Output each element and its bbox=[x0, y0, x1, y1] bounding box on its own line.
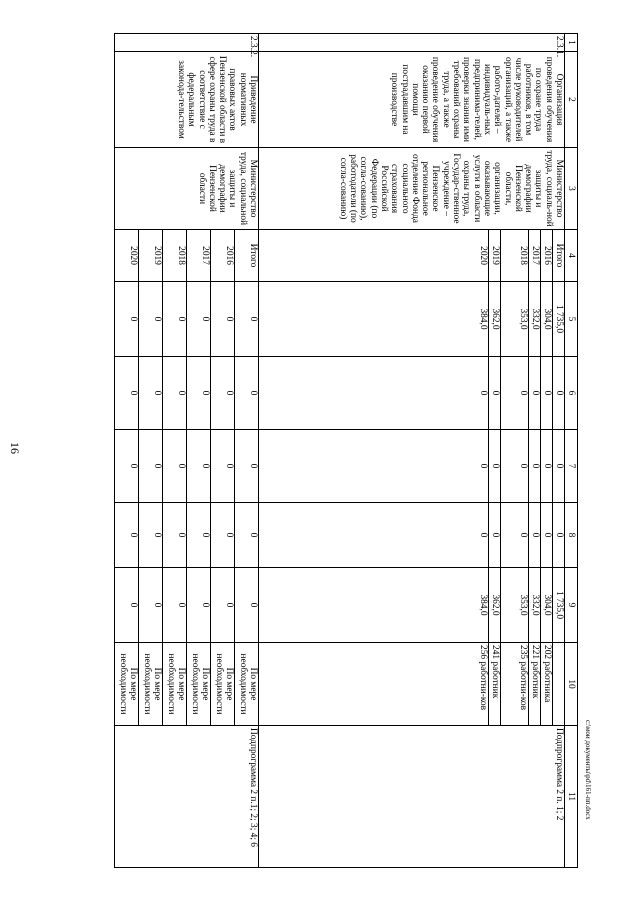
value-cell: 362,0 bbox=[489, 568, 501, 643]
page-number: 16 bbox=[8, 442, 22, 454]
value-cell: 0 bbox=[529, 357, 541, 430]
year-cell: 2019 bbox=[489, 230, 501, 282]
value-cell: 1 735,0 bbox=[553, 568, 565, 643]
value-cell: 0 bbox=[489, 430, 501, 503]
value-cell: 0 bbox=[553, 357, 565, 430]
year-cell: 2017 bbox=[529, 230, 541, 282]
executor-text: Министерство труда, социальной защиты и демографии Пензенской области bbox=[115, 148, 259, 230]
value-cell: 0 bbox=[163, 357, 187, 430]
value-cell: 332,0 bbox=[529, 282, 541, 357]
year-cell: 2018 bbox=[163, 230, 187, 282]
executor-text: Министерство труда, социаль-ной защиты и демографии Пензенской области, организации, оказывающие услуги в области охраны труда, Государ-ственное учреждение – Пензенское региональное отделение Фонда социального страхования Российской Федерации (по согла-сованию), работодатели (по согла-сованию) bbox=[259, 148, 565, 230]
activity-text: Организация проведения обучения по охране труда работников, в том числе руководителей организаций, а также работо-дателей – индивидуаль-ных предпринима-телей, проверки знания ими требований охраны труда, а также проведение обучения оказанию первой помощи пострадавшим на производстве bbox=[259, 52, 565, 148]
value-cell: 0 bbox=[259, 503, 489, 568]
value-cell: 304,0 bbox=[541, 568, 553, 643]
value-cell: 0 bbox=[211, 568, 235, 643]
value-cell: 0 bbox=[259, 430, 489, 503]
item-number: 2.3.1. bbox=[259, 34, 565, 52]
header-col-5: 5 bbox=[565, 282, 578, 357]
header-col-11: 11 bbox=[565, 726, 578, 868]
value-cell: 0 bbox=[211, 503, 235, 568]
value-cell: 0 bbox=[187, 503, 211, 568]
indicator-cell: 202 работника bbox=[541, 643, 553, 726]
value-cell: 0 bbox=[139, 568, 163, 643]
value-cell: 353,0 bbox=[501, 568, 529, 643]
indicator-cell: 241 работник bbox=[489, 643, 501, 726]
value-cell: 0 bbox=[235, 430, 259, 503]
value-cell: 0 bbox=[553, 503, 565, 568]
year-cell: 2018 bbox=[501, 230, 529, 282]
value-cell: 362,0 bbox=[489, 282, 501, 357]
value-cell: 384,0 bbox=[259, 568, 489, 643]
year-cell: 2019 bbox=[139, 230, 163, 282]
value-cell: 0 bbox=[541, 357, 553, 430]
value-cell: 0 bbox=[235, 357, 259, 430]
indicator-cell: 256 работни-ков bbox=[259, 643, 489, 726]
activity-text: Приведение нормативных правовых актов Пензенской области в сфере охраны труда в соответствие с федеральным законода-тельством bbox=[115, 52, 259, 148]
value-cell: 0 bbox=[139, 282, 163, 357]
value-cell: 0 bbox=[489, 503, 501, 568]
value-cell: 0 bbox=[187, 357, 211, 430]
indicator-cell: По мере необходимости bbox=[139, 643, 163, 726]
value-cell: 0 bbox=[163, 430, 187, 503]
value-cell: 0 bbox=[211, 282, 235, 357]
value-cell: 0 bbox=[529, 503, 541, 568]
indicator-cell: По мере необходимости bbox=[163, 643, 187, 726]
indicator-cell: По мере необходимости bbox=[211, 643, 235, 726]
header-col-6: 6 bbox=[565, 357, 578, 430]
value-cell: 353,0 bbox=[501, 282, 529, 357]
rotated-table-sheet bbox=[38, 33, 578, 867]
value-cell: 0 bbox=[211, 357, 235, 430]
indicator-cell: По мере необходимости bbox=[115, 643, 139, 726]
value-cell: 0 bbox=[187, 282, 211, 357]
value-cell: 0 bbox=[115, 503, 139, 568]
header-col-3: 3 bbox=[565, 148, 578, 230]
header-col-7: 7 bbox=[565, 430, 578, 503]
value-cell: 0 bbox=[259, 357, 489, 430]
header-col-1: 1 bbox=[565, 34, 578, 52]
year-cell: 2020 bbox=[115, 230, 139, 282]
value-cell: 0 bbox=[163, 503, 187, 568]
value-cell: 0 bbox=[115, 430, 139, 503]
header-col-4: 4 bbox=[565, 230, 578, 282]
table-row bbox=[553, 34, 565, 868]
year-cell: Итого bbox=[235, 230, 259, 282]
value-cell: 304,0 bbox=[541, 282, 553, 357]
indicator-cell: 221 работник bbox=[529, 643, 541, 726]
value-cell: 0 bbox=[553, 430, 565, 503]
value-cell: 0 bbox=[489, 357, 501, 430]
value-cell: 0 bbox=[163, 282, 187, 357]
value-cell: 0 bbox=[115, 357, 139, 430]
header-col-10: 10 bbox=[565, 643, 578, 726]
value-cell: 0 bbox=[187, 568, 211, 643]
value-cell: 0 bbox=[211, 430, 235, 503]
indicator-cell: 235 работни-ков bbox=[501, 643, 529, 726]
value-cell: 0 bbox=[501, 430, 529, 503]
value-cell: 0 bbox=[163, 568, 187, 643]
value-cell: 0 bbox=[235, 503, 259, 568]
header-col-9: 9 bbox=[565, 568, 578, 643]
value-cell: 0 bbox=[501, 503, 529, 568]
item-number: 2.3.2. bbox=[115, 34, 259, 52]
program-ref: Подпрограмма 2 п. 1; 2 bbox=[259, 726, 565, 868]
value-cell: 0 bbox=[541, 430, 553, 503]
header-col-8: 8 bbox=[565, 503, 578, 568]
activities-table bbox=[114, 33, 578, 868]
value-cell: 0 bbox=[235, 282, 259, 357]
value-cell: 384,0 bbox=[259, 282, 489, 357]
footer-file-path: с:\мои документы\pd\161-пп.docx bbox=[584, 720, 592, 820]
value-cell: 0 bbox=[541, 503, 553, 568]
year-cell: 2016 bbox=[211, 230, 235, 282]
value-cell: 0 bbox=[501, 357, 529, 430]
value-cell: 1 735,0 bbox=[553, 282, 565, 357]
year-cell: 2016 bbox=[541, 230, 553, 282]
value-cell: 0 bbox=[235, 568, 259, 643]
header-row bbox=[565, 34, 578, 868]
value-cell: 0 bbox=[187, 430, 211, 503]
year-cell: Итого bbox=[553, 230, 565, 282]
indicator-cell: По мере необходимости bbox=[187, 643, 211, 726]
year-cell: 2017 bbox=[187, 230, 211, 282]
header-col-2: 2 bbox=[565, 52, 578, 148]
program-ref: Подпрограмма 2 п.1; 2; 3; 4; 6 bbox=[115, 726, 259, 868]
value-cell: 0 bbox=[139, 430, 163, 503]
value-cell: 0 bbox=[139, 503, 163, 568]
value-cell: 0 bbox=[529, 430, 541, 503]
value-cell: 0 bbox=[139, 357, 163, 430]
table-row bbox=[235, 34, 259, 868]
value-cell: 0 bbox=[115, 282, 139, 357]
indicator-cell: По мере необходимости bbox=[235, 643, 259, 726]
value-cell: 332,0 bbox=[529, 568, 541, 643]
indicator-cell bbox=[553, 643, 565, 726]
year-cell: 2020 bbox=[259, 230, 489, 282]
value-cell: 0 bbox=[115, 568, 139, 643]
